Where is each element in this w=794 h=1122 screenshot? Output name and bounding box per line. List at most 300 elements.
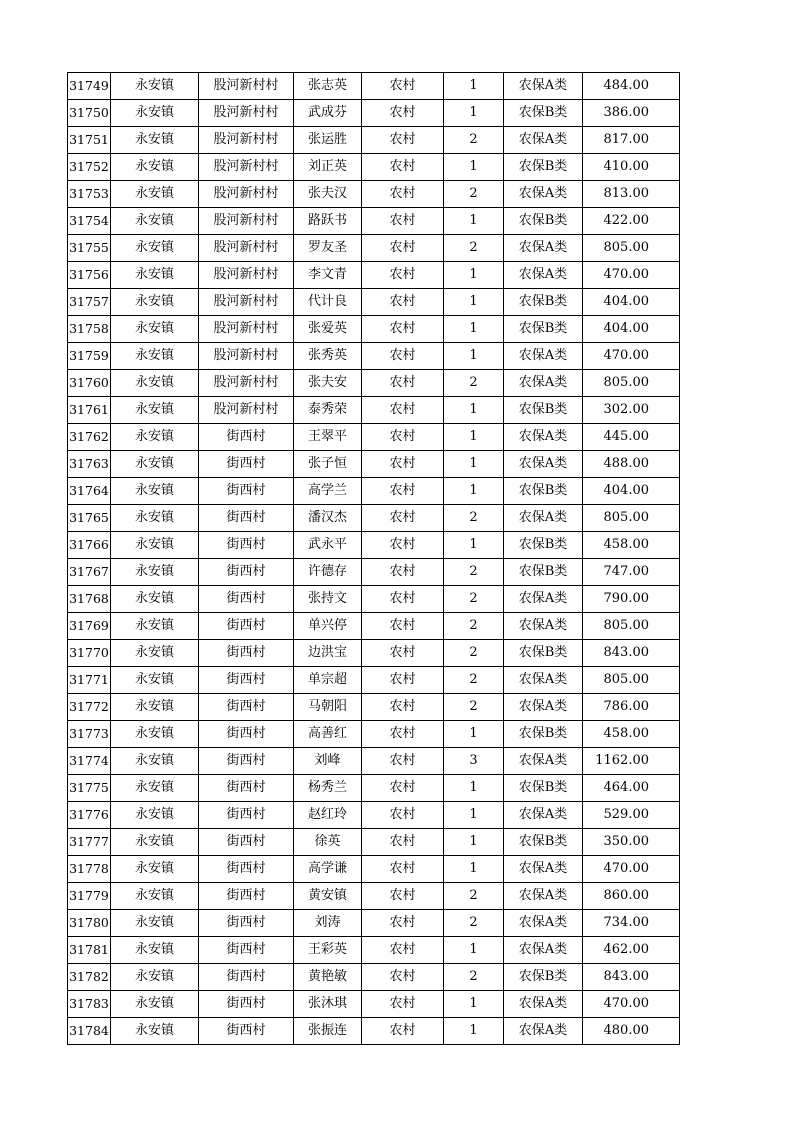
cell-id: 31761 <box>68 397 111 424</box>
cell-village: 街西村 <box>199 667 294 694</box>
cell-town: 永安镇 <box>111 181 199 208</box>
cell-category: 农保A类 <box>504 262 583 289</box>
cell-village: 街西村 <box>199 964 294 991</box>
table-row <box>68 1018 680 1045</box>
cell-name: 武成芬 <box>294 100 362 127</box>
cell-count: 2 <box>444 613 504 640</box>
cell-amount: 805.00 <box>583 667 680 694</box>
cell-amount: 747.00 <box>583 559 680 586</box>
cell-id: 31776 <box>68 802 111 829</box>
cell-village: 股河新村村 <box>199 127 294 154</box>
table-row <box>68 208 680 235</box>
cell-id: 31764 <box>68 478 111 505</box>
cell-type: 农村 <box>362 235 444 262</box>
cell-category: 农保A类 <box>504 613 583 640</box>
cell-id: 31784 <box>68 1018 111 1045</box>
cell-name: 徐英 <box>294 829 362 856</box>
cell-count: 2 <box>444 586 504 613</box>
cell-count: 1 <box>444 397 504 424</box>
cell-town: 永安镇 <box>111 991 199 1018</box>
cell-count: 1 <box>444 100 504 127</box>
cell-count: 1 <box>444 829 504 856</box>
cell-town: 永安镇 <box>111 451 199 478</box>
table-row <box>68 937 680 964</box>
cell-type: 农村 <box>362 127 444 154</box>
cell-amount: 817.00 <box>583 127 680 154</box>
cell-type: 农村 <box>362 721 444 748</box>
cell-count: 1 <box>444 289 504 316</box>
table-row <box>68 181 680 208</box>
cell-type: 农村 <box>362 451 444 478</box>
cell-type: 农村 <box>362 829 444 856</box>
cell-village: 街西村 <box>199 856 294 883</box>
cell-town: 永安镇 <box>111 1018 199 1045</box>
table-row <box>68 127 680 154</box>
cell-id: 31754 <box>68 208 111 235</box>
cell-category: 农保B类 <box>504 289 583 316</box>
cell-town: 永安镇 <box>111 289 199 316</box>
cell-count: 1 <box>444 991 504 1018</box>
cell-name: 潘汉杰 <box>294 505 362 532</box>
cell-type: 农村 <box>362 775 444 802</box>
table-row <box>68 505 680 532</box>
cell-name: 张沐琪 <box>294 991 362 1018</box>
cell-id: 31781 <box>68 937 111 964</box>
cell-category: 农保B类 <box>504 154 583 181</box>
cell-amount: 843.00 <box>583 964 680 991</box>
cell-count: 1 <box>444 262 504 289</box>
cell-category: 农保A类 <box>504 856 583 883</box>
cell-town: 永安镇 <box>111 667 199 694</box>
cell-type: 农村 <box>362 181 444 208</box>
table-row <box>68 343 680 370</box>
cell-type: 农村 <box>362 316 444 343</box>
cell-town: 永安镇 <box>111 316 199 343</box>
cell-id: 31762 <box>68 424 111 451</box>
cell-town: 永安镇 <box>111 640 199 667</box>
cell-category: 农保A类 <box>504 802 583 829</box>
cell-id: 31770 <box>68 640 111 667</box>
cell-category: 农保A类 <box>504 586 583 613</box>
cell-id: 31759 <box>68 343 111 370</box>
cell-amount: 805.00 <box>583 235 680 262</box>
cell-id: 31755 <box>68 235 111 262</box>
cell-category: 农保A类 <box>504 883 583 910</box>
cell-id: 31750 <box>68 100 111 127</box>
table-row <box>68 397 680 424</box>
cell-amount: 529.00 <box>583 802 680 829</box>
cell-category: 农保A类 <box>504 1018 583 1045</box>
cell-name: 单宗超 <box>294 667 362 694</box>
cell-type: 农村 <box>362 154 444 181</box>
cell-type: 农村 <box>362 856 444 883</box>
cell-category: 农保A类 <box>504 451 583 478</box>
cell-name: 高学兰 <box>294 478 362 505</box>
cell-id: 31771 <box>68 667 111 694</box>
cell-id: 31767 <box>68 559 111 586</box>
cell-count: 1 <box>444 154 504 181</box>
cell-town: 永安镇 <box>111 235 199 262</box>
cell-town: 永安镇 <box>111 748 199 775</box>
cell-id: 31769 <box>68 613 111 640</box>
table-row <box>68 451 680 478</box>
cell-category: 农保B类 <box>504 316 583 343</box>
cell-name: 武永平 <box>294 532 362 559</box>
cell-type: 农村 <box>362 883 444 910</box>
cell-name: 泰秀荣 <box>294 397 362 424</box>
cell-category: 农保A类 <box>504 694 583 721</box>
cell-amount: 470.00 <box>583 262 680 289</box>
cell-count: 1 <box>444 721 504 748</box>
cell-village: 街西村 <box>199 775 294 802</box>
cell-count: 2 <box>444 559 504 586</box>
cell-category: 农保A类 <box>504 343 583 370</box>
cell-type: 农村 <box>362 100 444 127</box>
cell-village: 街西村 <box>199 937 294 964</box>
cell-category: 农保A类 <box>504 991 583 1018</box>
cell-town: 永安镇 <box>111 802 199 829</box>
table-row <box>68 883 680 910</box>
table-row <box>68 721 680 748</box>
cell-amount: 464.00 <box>583 775 680 802</box>
cell-id: 31765 <box>68 505 111 532</box>
cell-count: 1 <box>444 451 504 478</box>
cell-village: 街西村 <box>199 532 294 559</box>
cell-town: 永安镇 <box>111 478 199 505</box>
cell-type: 农村 <box>362 532 444 559</box>
cell-category: 农保A类 <box>504 181 583 208</box>
cell-category: 农保A类 <box>504 370 583 397</box>
cell-count: 2 <box>444 964 504 991</box>
cell-name: 边洪宝 <box>294 640 362 667</box>
cell-village: 街西村 <box>199 478 294 505</box>
cell-type: 农村 <box>362 505 444 532</box>
cell-count: 2 <box>444 235 504 262</box>
table-row <box>68 73 680 100</box>
cell-id: 31753 <box>68 181 111 208</box>
table-row <box>68 235 680 262</box>
cell-id: 31774 <box>68 748 111 775</box>
cell-count: 2 <box>444 640 504 667</box>
cell-town: 永安镇 <box>111 127 199 154</box>
cell-name: 张爱英 <box>294 316 362 343</box>
cell-name: 罗友圣 <box>294 235 362 262</box>
cell-name: 刘峰 <box>294 748 362 775</box>
cell-amount: 805.00 <box>583 370 680 397</box>
cell-amount: 404.00 <box>583 316 680 343</box>
cell-category: 农保B类 <box>504 640 583 667</box>
cell-count: 2 <box>444 667 504 694</box>
cell-village: 街西村 <box>199 748 294 775</box>
cell-category: 农保A类 <box>504 667 583 694</box>
cell-town: 永安镇 <box>111 694 199 721</box>
cell-category: 农保A类 <box>504 73 583 100</box>
cell-village: 股河新村村 <box>199 370 294 397</box>
roster-body <box>68 73 680 1045</box>
cell-amount: 470.00 <box>583 856 680 883</box>
cell-amount: 445.00 <box>583 424 680 451</box>
roster-table <box>67 72 680 1045</box>
cell-amount: 302.00 <box>583 397 680 424</box>
cell-village: 股河新村村 <box>199 343 294 370</box>
table-row <box>68 478 680 505</box>
cell-category: 农保B类 <box>504 829 583 856</box>
cell-amount: 734.00 <box>583 910 680 937</box>
cell-amount: 404.00 <box>583 478 680 505</box>
cell-type: 农村 <box>362 910 444 937</box>
table-row <box>68 370 680 397</box>
cell-village: 街西村 <box>199 802 294 829</box>
cell-village: 街西村 <box>199 640 294 667</box>
cell-id: 31782 <box>68 964 111 991</box>
cell-village: 街西村 <box>199 451 294 478</box>
cell-id: 31758 <box>68 316 111 343</box>
cell-town: 永安镇 <box>111 208 199 235</box>
cell-town: 永安镇 <box>111 370 199 397</box>
cell-type: 农村 <box>362 370 444 397</box>
cell-name: 黄安镇 <box>294 883 362 910</box>
cell-town: 永安镇 <box>111 154 199 181</box>
cell-name: 刘涛 <box>294 910 362 937</box>
cell-town: 永安镇 <box>111 721 199 748</box>
cell-village: 街西村 <box>199 559 294 586</box>
cell-name: 路跃书 <box>294 208 362 235</box>
cell-town: 永安镇 <box>111 397 199 424</box>
cell-amount: 462.00 <box>583 937 680 964</box>
cell-town: 永安镇 <box>111 829 199 856</box>
cell-id: 31780 <box>68 910 111 937</box>
cell-amount: 458.00 <box>583 721 680 748</box>
cell-village: 股河新村村 <box>199 181 294 208</box>
cell-category: 农保B类 <box>504 559 583 586</box>
cell-amount: 786.00 <box>583 694 680 721</box>
cell-amount: 805.00 <box>583 505 680 532</box>
cell-type: 农村 <box>362 397 444 424</box>
cell-id: 31773 <box>68 721 111 748</box>
cell-name: 张运胜 <box>294 127 362 154</box>
cell-amount: 813.00 <box>583 181 680 208</box>
cell-name: 张夫汉 <box>294 181 362 208</box>
cell-id: 31768 <box>68 586 111 613</box>
cell-town: 永安镇 <box>111 73 199 100</box>
table-row <box>68 640 680 667</box>
table-row <box>68 748 680 775</box>
cell-count: 1 <box>444 73 504 100</box>
cell-town: 永安镇 <box>111 100 199 127</box>
cell-id: 31749 <box>68 73 111 100</box>
cell-amount: 860.00 <box>583 883 680 910</box>
cell-village: 街西村 <box>199 694 294 721</box>
cell-count: 1 <box>444 424 504 451</box>
table-row <box>68 829 680 856</box>
cell-count: 1 <box>444 343 504 370</box>
cell-name: 赵红玲 <box>294 802 362 829</box>
cell-amount: 480.00 <box>583 1018 680 1045</box>
table-row <box>68 775 680 802</box>
cell-town: 永安镇 <box>111 343 199 370</box>
cell-type: 农村 <box>362 640 444 667</box>
cell-amount: 805.00 <box>583 613 680 640</box>
cell-type: 农村 <box>362 748 444 775</box>
cell-village: 股河新村村 <box>199 100 294 127</box>
cell-count: 2 <box>444 910 504 937</box>
cell-amount: 1162.00 <box>583 748 680 775</box>
cell-type: 农村 <box>362 559 444 586</box>
table-row <box>68 424 680 451</box>
cell-count: 1 <box>444 532 504 559</box>
cell-name: 张子恒 <box>294 451 362 478</box>
cell-town: 永安镇 <box>111 937 199 964</box>
cell-category: 农保A类 <box>504 235 583 262</box>
cell-id: 31763 <box>68 451 111 478</box>
cell-type: 农村 <box>362 73 444 100</box>
cell-count: 2 <box>444 505 504 532</box>
cell-category: 农保A类 <box>504 748 583 775</box>
cell-count: 2 <box>444 694 504 721</box>
cell-name: 马朝阳 <box>294 694 362 721</box>
cell-category: 农保B类 <box>504 964 583 991</box>
cell-town: 永安镇 <box>111 505 199 532</box>
cell-village: 股河新村村 <box>199 73 294 100</box>
cell-amount: 458.00 <box>583 532 680 559</box>
cell-type: 农村 <box>362 937 444 964</box>
cell-id: 31760 <box>68 370 111 397</box>
cell-village: 股河新村村 <box>199 208 294 235</box>
cell-category: 农保B类 <box>504 532 583 559</box>
table-row <box>68 856 680 883</box>
cell-category: 农保B类 <box>504 100 583 127</box>
cell-id: 31751 <box>68 127 111 154</box>
cell-id: 31772 <box>68 694 111 721</box>
cell-town: 永安镇 <box>111 883 199 910</box>
cell-count: 3 <box>444 748 504 775</box>
cell-category: 农保B类 <box>504 721 583 748</box>
table-row <box>68 289 680 316</box>
table-row <box>68 316 680 343</box>
cell-village: 街西村 <box>199 424 294 451</box>
cell-amount: 386.00 <box>583 100 680 127</box>
cell-id: 31766 <box>68 532 111 559</box>
cell-count: 1 <box>444 478 504 505</box>
table-row <box>68 100 680 127</box>
table-row <box>68 532 680 559</box>
cell-count: 2 <box>444 370 504 397</box>
cell-village: 街西村 <box>199 586 294 613</box>
cell-amount: 484.00 <box>583 73 680 100</box>
cell-id: 31777 <box>68 829 111 856</box>
cell-id: 31778 <box>68 856 111 883</box>
cell-category: 农保A类 <box>504 910 583 937</box>
cell-town: 永安镇 <box>111 856 199 883</box>
cell-type: 农村 <box>362 667 444 694</box>
cell-count: 1 <box>444 316 504 343</box>
cell-type: 农村 <box>362 424 444 451</box>
cell-village: 股河新村村 <box>199 262 294 289</box>
cell-category: 农保A类 <box>504 424 583 451</box>
cell-village: 街西村 <box>199 505 294 532</box>
cell-count: 1 <box>444 802 504 829</box>
cell-count: 1 <box>444 937 504 964</box>
cell-count: 1 <box>444 775 504 802</box>
cell-category: 农保B类 <box>504 397 583 424</box>
cell-village: 股河新村村 <box>199 316 294 343</box>
table-row <box>68 154 680 181</box>
cell-type: 农村 <box>362 1018 444 1045</box>
cell-name: 张持文 <box>294 586 362 613</box>
cell-count: 1 <box>444 208 504 235</box>
cell-id: 31775 <box>68 775 111 802</box>
cell-category: 农保A类 <box>504 937 583 964</box>
cell-amount: 404.00 <box>583 289 680 316</box>
cell-type: 农村 <box>362 478 444 505</box>
cell-id: 31783 <box>68 991 111 1018</box>
cell-amount: 790.00 <box>583 586 680 613</box>
cell-count: 2 <box>444 181 504 208</box>
cell-category: 农保B类 <box>504 775 583 802</box>
cell-name: 黄艳敏 <box>294 964 362 991</box>
cell-type: 农村 <box>362 289 444 316</box>
cell-name: 许德存 <box>294 559 362 586</box>
cell-village: 街西村 <box>199 883 294 910</box>
cell-id: 31779 <box>68 883 111 910</box>
table-row <box>68 667 680 694</box>
cell-type: 农村 <box>362 802 444 829</box>
cell-type: 农村 <box>362 964 444 991</box>
cell-name: 高善红 <box>294 721 362 748</box>
cell-amount: 350.00 <box>583 829 680 856</box>
cell-name: 张振连 <box>294 1018 362 1045</box>
cell-name: 王彩英 <box>294 937 362 964</box>
cell-count: 2 <box>444 883 504 910</box>
cell-type: 农村 <box>362 694 444 721</box>
cell-count: 2 <box>444 127 504 154</box>
cell-type: 农村 <box>362 613 444 640</box>
cell-count: 1 <box>444 1018 504 1045</box>
cell-town: 永安镇 <box>111 910 199 937</box>
cell-id: 31757 <box>68 289 111 316</box>
cell-village: 股河新村村 <box>199 289 294 316</box>
cell-amount: 488.00 <box>583 451 680 478</box>
cell-name: 单兴停 <box>294 613 362 640</box>
table-row <box>68 613 680 640</box>
table-row <box>68 802 680 829</box>
cell-type: 农村 <box>362 262 444 289</box>
cell-category: 农保A类 <box>504 505 583 532</box>
cell-name: 代计良 <box>294 289 362 316</box>
cell-type: 农村 <box>362 208 444 235</box>
cell-category: 农保A类 <box>504 127 583 154</box>
cell-town: 永安镇 <box>111 775 199 802</box>
cell-count: 1 <box>444 856 504 883</box>
cell-town: 永安镇 <box>111 964 199 991</box>
cell-name: 刘正英 <box>294 154 362 181</box>
cell-amount: 410.00 <box>583 154 680 181</box>
table-row <box>68 262 680 289</box>
cell-type: 农村 <box>362 586 444 613</box>
table-row <box>68 559 680 586</box>
table-row <box>68 694 680 721</box>
cell-name: 王翠平 <box>294 424 362 451</box>
cell-village: 股河新村村 <box>199 397 294 424</box>
cell-amount: 470.00 <box>583 991 680 1018</box>
cell-id: 31756 <box>68 262 111 289</box>
cell-town: 永安镇 <box>111 424 199 451</box>
cell-type: 农村 <box>362 991 444 1018</box>
cell-village: 街西村 <box>199 910 294 937</box>
cell-village: 股河新村村 <box>199 154 294 181</box>
table-row <box>68 586 680 613</box>
cell-name: 李文青 <box>294 262 362 289</box>
